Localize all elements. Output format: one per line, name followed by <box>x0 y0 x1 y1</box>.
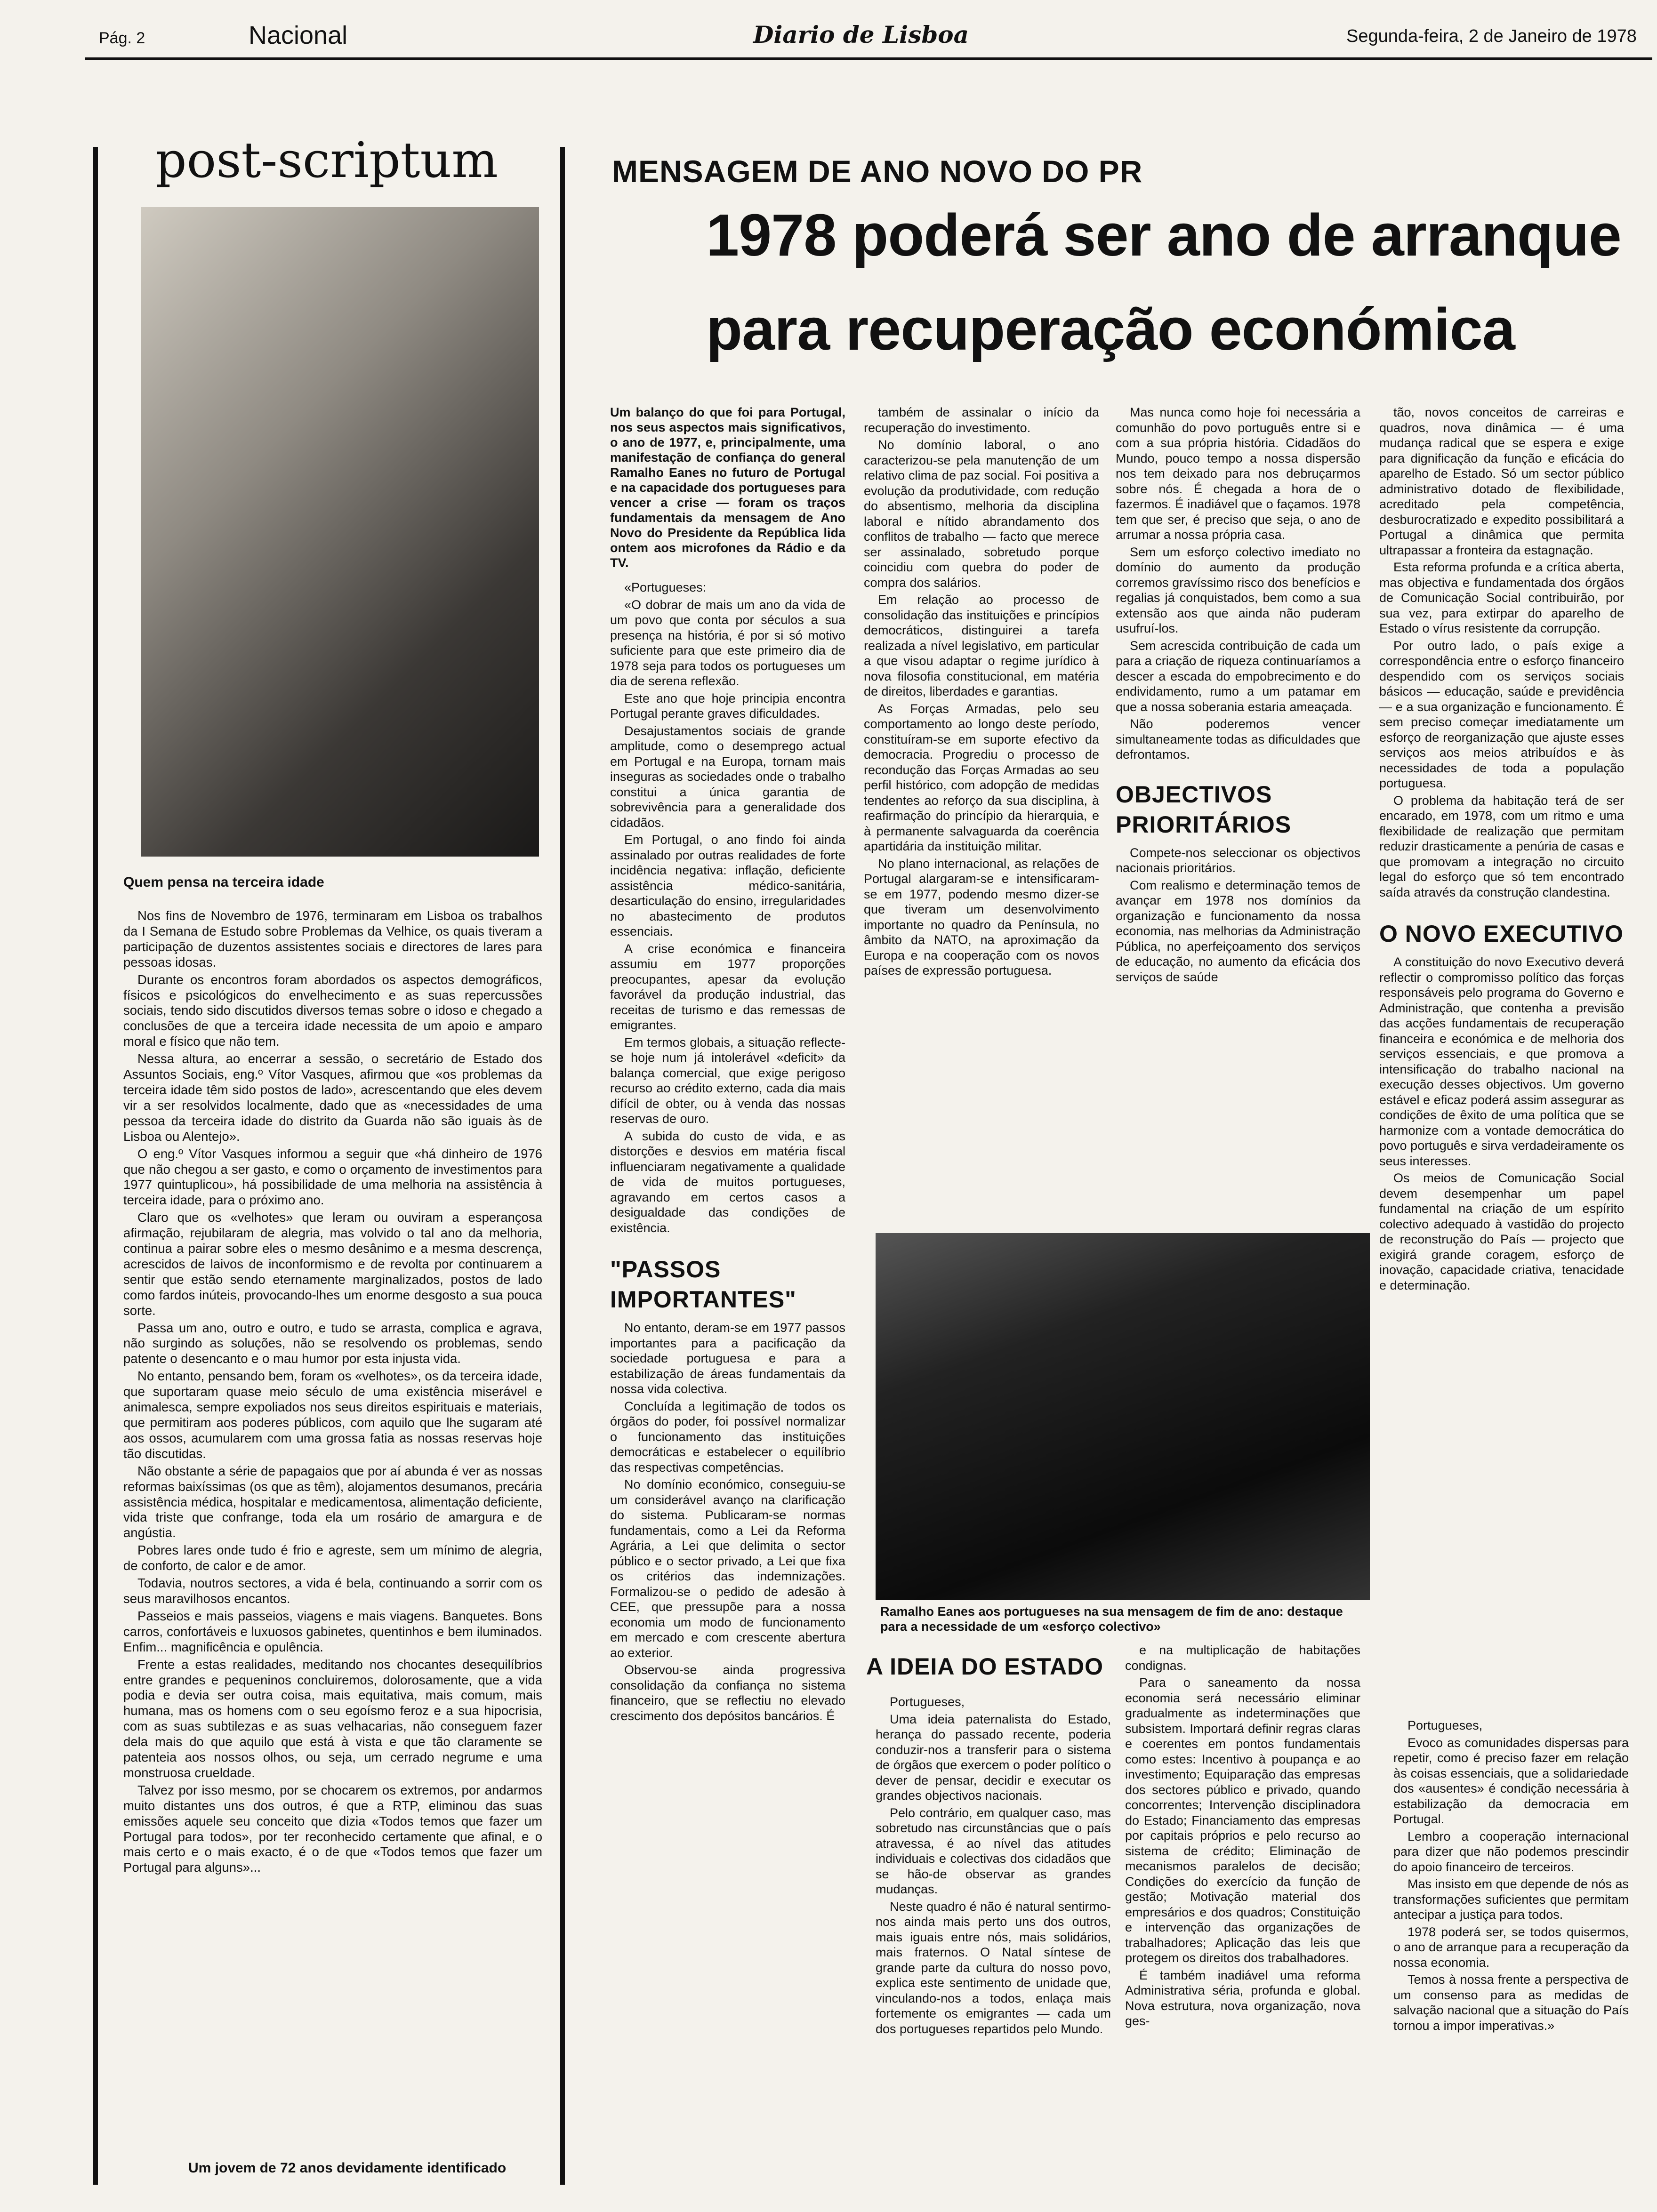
paragraph: No plano internacional, as relações de Portugal alargaram-se e intensificaram-se em 1977, podendo mesmo dizer-se que tiveram um desenvolvimento importante no quadro da Península, no âmbito da NATO, na aproximação da Europa e na cooperação com os novos países de expressão portuguesa. <box>864 856 1099 978</box>
paragraph: Mas nunca como hoje foi necessária a comunhão do povo português entre si e com a sua própria história. Cidadãos do Mundo, pouco tempo a nossa dispersão nos tem deixado para nos debruçarmos sobre nós. É chegada a hora de o fazermos. É inadiável que o façamos. 1978 tem que ser, é preciso que seja, o ano de arrumar a nossa própria casa. <box>1116 405 1360 542</box>
paragraph: Desajustamentos sociais de grande amplitude, como o desemprego actual em Portugal e na Europa, tornam mais inseguras as sociedades onde o trabalho constitui a única garantia de sobrevivência para a generalidade dos cidadãos. <box>610 723 845 830</box>
header-rule <box>85 57 1652 60</box>
estado-column-3 <box>1393 1718 1629 2035</box>
subhead-passos-importantes: "PASSOS IMPORTANTES" <box>610 1256 796 1313</box>
paragraph: Este ano que hoje principia encontra Portugal perante graves dificuldades. <box>610 691 845 721</box>
paragraph: Não poderemos vencer simultaneamente todas as dificuldades que defrontamos. <box>1116 717 1360 761</box>
subhead-objectivos: OBJECTIVOS PRIORITÁRIOS <box>1116 781 1292 838</box>
issue-date: Segunda-feira, 2 de Janeiro de 1978 <box>1346 26 1637 46</box>
paragraph: Esta reforma profunda e a crítica aberta, mas objectiva e fundamentada dos órgãos de Comunicação Social contribuirão, por sua vez, para extirpar do aparelho de Estado o vírus resistente da corrupção. <box>1379 560 1624 635</box>
column-3-text <box>1116 405 1360 762</box>
paragraph: Sem acrescida contribuição de cada um para a criação de riqueza continuaríamos a descer a escada do empobrecimento e do endividamento, rumo a um patamar em que a nossa soberania estaria ameaçada. <box>1116 638 1360 714</box>
subhead-ideia-estado: A IDEIA DO ESTADO <box>866 1653 1104 1680</box>
paragraph: Uma ideia paternalista do Estado, herança do passado recente, poderia conduzir-nos a transferir para o sistema de órgãos que exercem o poder político o dever de pensar, decidir e executar os grandes objectivos nacionais. <box>876 1712 1111 1803</box>
paragraph: Neste quadro é não é natural sentirmo-nos ainda mais perto uns dos outros, mais iguais entre nós, mais solidários, mais fraternos. O Natal síntese de grande parte da cultura do nosso povo, explica este sentimento de unidade que, vinculando-nos a todos, enlaça mais fortemente os emigrantes — cada um dos portugueses repartidos pelo Mundo. <box>876 1899 1111 2036</box>
article-kicker: MENSAGEM DE ANO NOVO DO PR <box>612 154 1143 189</box>
paragraph: Frente a estas realidades, meditando nos chocantes desequilíbrios entre grandes e pequeninos concluiremos, dolorosamente, que a vida podia e devia ser outra coisa, mais equitativa, mais comum, mais humana, mas os homens com o seu egoísmo feroz e a sua hipocrisia, com as suas subtilezas e as suas velhacarias, não conseguem fazer dela mais do que aquilo que está à vista e que tão claramente se patenteia aos nossos olhos, ou seja, um cerrado negrume e uma monstruosa crueldade. <box>123 1657 542 1780</box>
paragraph: também de assinalar o início da recuperação do investimento. <box>864 405 1099 435</box>
paragraph: «O dobrar de mais um ano da vida de um povo que conta por séculos a sua presença na história, é por si só motivo suficiente para que este primeiro dia de 1978 seja para todos os portugueses um dia de serena reflexão. <box>610 597 845 688</box>
main-column-1 <box>610 405 845 1725</box>
paragraph: A crise económica e financeira assumiu em 1977 proporções preocupantes, apesar da evolução favorável da produção industrial, das receitas de turismo e das remessas de emigrantes. <box>610 941 845 1032</box>
column-4-text <box>1379 405 1624 900</box>
headline-line-1: 1978 poderá ser ano de arranque <box>706 202 1621 268</box>
paragraph: Mas insisto em que depende de nós as transformações suficientes que permitam antecipar a justiça para todos. <box>1393 1877 1629 1922</box>
paragraph: Pelo contrário, em qualquer caso, mas sobretudo nas circunstâncias que o país atravessa, é ao nível das atitudes individuais e colectivas dos cidadãos que se hão-de observar as grandes mudanças. <box>876 1805 1111 1896</box>
paragraph: Nos fins de Novembro de 1976, terminaram em Lisboa os trabalhos da I Semana de Estudo sobre Problemas da Velhice, os quais tiveram a participação de duzentos assistentes sociais e directores de lares para pessoas idosas. <box>123 908 542 970</box>
paragraph: e na multiplicação de habitações condignas. <box>1125 1643 1360 1673</box>
newspaper-title: Diario de Lisboa <box>753 21 969 48</box>
subhead-novo-executivo: O NOVO EXECUTIVO <box>1379 921 1624 947</box>
paragraph: Portugueses, <box>1408 1718 1483 1732</box>
paragraph: Os meios de Comunicação Social devem desempenhar um papel fundamental na criação de um espírito colectivo adequado à vastidão do projecto de reconstrução do País — projecto que exigirá grande coragem, esforço de inovação, capacidade criativa, tenacidade e determinação. <box>1379 1171 1624 1292</box>
page-number: Pág. 2 <box>99 29 145 47</box>
paragraph: Passa um ano, outro e outro, e tudo se arrasta, complica e agrava, não surgindo as soluções, não se resolvendo os problemas, sendo patente o desencanto e o mau humor por esta injusta vida. <box>123 1320 542 1366</box>
left-column-rule <box>93 147 98 2185</box>
article-lead: Um balanço do que foi para Portugal, nos seus aspectos mais significativos, o ano de 1977, e, principalmente, uma manifestação de confiança do general Ramalho Eanes no futuro de Portugal e na capacidade dos portugueses para vencer a crise — foram os traços fundamentais da mensagem de Ano Novo do Presidente da República lida ontem aos microfones da Rádio e da TV. <box>610 405 845 570</box>
paragraph: É também inadiável uma reforma Administrativa séria, profunda e global. Nova estrutura, nova organização, nova ges- <box>1125 1968 1360 2028</box>
paragraph: tão, novos conceitos de carreiras e quadros, nova dinâmica — é uma mudança radical que se espera e exige para dignificação da função e eficácia do aparelho de Estado. Só um sector público administrativo dotado de flexibilidade, acreditado pela competência, desburocratizado e expedito possibilitará a Portugal a dinâmica que permita ultrapassar a fronteira da estagnação. <box>1379 405 1624 557</box>
elderly-photo <box>141 207 539 857</box>
main-column-3 <box>1116 405 1360 986</box>
column-divider-rule <box>560 147 565 2185</box>
headline-line-2: para recuperação económica <box>706 296 1515 362</box>
paragraph: A constituição do novo Executivo deverá reflectir o compromisso político das forças responsáveis pelo programa do Governo e Administração, que contenha a previsão das acções fundamentais de recuperação financeira e económica e de melhoria dos serviços essenciais, e que promova a intensificação do trabalho nacional na execução desses objectivos. Um governo estável e eficaz poderá assim assegurar as condições de êxito de uma política que se harmonize com a vontade democrática do povo português e sirva verdadeiramente os seus interesses. <box>1379 955 1624 1168</box>
president-photo-caption: Ramalho Eanes aos portugueses na sua mensagem de fim de ano: destaque para a necessidade de um «esforço colectivo» <box>880 1604 1343 1634</box>
paragraph: As Forças Armadas, pelo seu comportamento ao longo deste período, constituíram-se em suporte efectivo da democracia. Progrediu o processo de recondução das Forças Armadas ao seu perfil histórico, com adopção de medidas tendentes ao reforço da sua disciplina, à reafirmação do princípio da hierarquia, e à permanente salvaguarda da coerência apartidária da instituição militar. <box>864 701 1099 853</box>
paragraph: 1978 poderá ser, se todos quisermos, o ano de arranque para a recuperação da nossa economia. <box>1393 1924 1629 1970</box>
column-1-text <box>610 580 845 1235</box>
paragraph: Compete-nos seleccionar os objectivos nacionais prioritários. <box>1116 845 1360 875</box>
paragraph: Em relação ao processo de consolidação das instituições e princípios democráticos, distinguirei a tarefa realizada a nível legislativo, em particular a que visou adaptar o regime jurídico à nova filosofia constitucional, em matéria de direitos, liberdades e garantias. <box>864 593 1099 698</box>
main-column-4 <box>1379 405 1624 1295</box>
paragraph: No entanto, pensando bem, foram os «velhotes», os da terceira idade, que suportaram quase meio século de uma existência miserável e animalesca, sempre expoliados nos seus direitos espirituais e materiais, que permitiram aos poderes públicos, com aquilo que lhe sugaram até aos ossos, acumularem com uma grossa fatia as nossas reservas hoje tão discutidas. <box>123 1369 542 1461</box>
paragraph: Em termos globais, a situação reflecte-se hoje num já intolerável «deficit» da balança comercial, que exige perigoso recurso ao crédito externo, cada dia mais difícil de obter, ou à venda das nossas reservas de ouro. <box>610 1035 845 1126</box>
paragraph: Em Portugal, o ano findo foi ainda assinalado por outras realidades de forte incidência negativa: inflação, deficiente assistência médico-sanitária, desarticulação do ensino, irregularidades no abastecimento de produtos essenciais. <box>610 833 845 938</box>
left-article-signature: Um jovem de 72 anos devidamente identificado <box>188 2160 507 2176</box>
section-name: Nacional <box>249 21 348 49</box>
paragraph: Todavia, noutros sectores, a vida é bela, continuando a sorrir com os seus maravilhosos encantos. <box>123 1576 542 1606</box>
paragraph: Portugueses, <box>890 1695 965 1709</box>
paragraph: Para o saneamento da nossa economia será necessário eliminar gradualmente as indeterminações que subsistem. Importará definir regras claras e coerentes em pontos fundamentais como estes: Incentivo à poupança e ao investimento; Equiparação das empresas dos sectores público e privado, quando concorrentes; Intervenção disciplinadora do Estado; Financiamento das empresas por capitais próprios e pelo recurso ao sistema de crédito; Eliminação de mecanismos paralelos de decisão; Condições do exercício da função de gestão; Motivação material dos empresários e dos quadros; Constituição e intervenção das organizações de trabalhadores; Aplicação das leis que protegem os direitos dos trabalhadores. <box>1125 1675 1360 1965</box>
main-column-2 <box>864 405 1099 980</box>
paragraph: Temos à nossa frente a perspectiva de um consenso para as medidas de salvação nacional que a situação do País tornou a impor imperativas.» <box>1393 1972 1629 2033</box>
objectivos-text <box>1116 845 1360 985</box>
paragraph: No domínio económico, conseguiu-se um considerável avanço na clarificação do sistema. Publicaram-se normas fundamentais, como a Lei da Reforma Agrária, a Lei que delimita o sector público e o sector privado, a Lei que fixa os critérios das indemnizações. Formalizou-se o pedido de adesão à CEE, que pressupõe para a nossa economia um modo de funcionamento em mercado e com crescente abertura ao exterior. <box>610 1477 845 1660</box>
paragraph: Passeios e mais passeios, viagens e mais viagens. Banquetes. Bons carros, confortáveis e luxuosos gabinetes, quentinhos e bem iluminados. Enfim... magnificência e opulência. <box>123 1608 542 1654</box>
left-article-body <box>123 908 542 1877</box>
paragraph: Pobres lares onde tudo é frio e agreste, sem um mínimo de alegria, de conforto, de calor e de amor. <box>123 1543 542 1573</box>
paragraph: Lembro a cooperação internacional para dizer que não podemos prescindir do apoio financeiro de terceiros. <box>1393 1829 1629 1874</box>
president-photo <box>876 1233 1370 1600</box>
paragraph: Evoco as comunidades dispersas para repetir, como é preciso fazer em relação às coisas essenciais, que a solidariedade dos «ausentes» é condição necessária à estabilização da democracia em Portugal. <box>1393 1735 1629 1826</box>
post-scriptum-title: post-scriptum <box>155 131 499 189</box>
paragraph: Não obstante a série de papagaios que por aí abunda é ver as nossas reformas baixíssimas (os que as têm), alojamentos desumanos, precária assistência médica, hospitalar e medicamentosa, alimentação deficiente, vida triste que confrange, toda ela um rosário de amargura e de angústia. <box>123 1463 542 1540</box>
executivo-text <box>1379 954 1624 1293</box>
paragraph: Talvez por isso mesmo, por se chocarem os extremos, por andarmos muito distantes uns dos outros, é que a RTP, eliminou das suas emissões aquele seu conceito que dizia «Todos temos que fazer um Portugal para todos», por ter reconhecido certamente que afinal, e o mais certo e o mais exacto, é o de que «Todos temos que fazer um Portugal para alguns»... <box>123 1782 542 1875</box>
estado-column-1 <box>876 1694 1111 2038</box>
paragraph: No entanto, deram-se em 1977 passos importantes para a pacificação da sociedade portuguesa e para a estabilização de áreas fundamentais da nossa vida colectiva. <box>610 1321 845 1396</box>
passos-text <box>610 1320 845 1723</box>
paragraph: No domínio laboral, o ano caracterizou-se pela manutenção de um relativo clima de paz social. Foi positiva a evolução da produtividade, com redução do absentismo, melhoria da disciplina laboral e nítido abrandamento dos conflitos de trabalho — facto que merece ser assinalado, sobretudo porque coincidiu com quebra do poder de compra dos salários. <box>864 438 1099 590</box>
paragraph: A subida do custo de vida, e as distorções e desvios em matéria fiscal influenciaram negativamente a qualidade de vida de muitos portugueses, agravando em certos casos a desigualdade das condições de existência. <box>610 1129 845 1235</box>
paragraph: Com realismo e determinação temos de avançar em 1978 nos domínios da organização e funcionamento da nossa economia, nas melhorias da Administração Pública, no aperfeiçoamento dos serviços de educação, no aumento da eficácia dos serviços de saúde <box>1116 878 1360 984</box>
paragraph: Concluída a legitimação de todos os órgãos do poder, foi possível normalizar o funcionamento das instituições democráticas e estabelecer o equilíbrio das respectivas competências. <box>610 1399 845 1475</box>
estado-column-2 <box>1125 1643 1360 2031</box>
paragraph: Nessa altura, ao encerrar a sessão, o secretário de Estado dos Assuntos Sociais, eng.º Vítor Vasques, afirmou que «os problemas da terceira idade têm sido postos de lado», acrescentando que eles devem vir a ser resolvidos localmente, dado que as «necessidades de uma pessoa da terceira idade do distrito da Guarda não são iguais às de Lisboa ou Alentejo». <box>123 1051 542 1144</box>
paragraph: «Portugueses: <box>624 580 707 594</box>
paragraph: Durante os encontros foram abordados os aspectos demográficos, físicos e psicológicos do envelhecimento e as suas repercussões sociais, tendo sido discutidos diversos temas sobre o idoso e chegado a conclusões de que a terceira idade necessita de um apoio e amparo moral e físico que não tem. <box>123 972 542 1049</box>
paragraph: Por outro lado, o país exige a correspondência entre o esforço financeiro despendido com os serviços sociais básicos — educação, saúde e previdência — e a sua organização e funcionamento. É sem preciso começar imediatamente um esforço de reorganização que ajuste esses serviços aos meios atribuídos e às necessidades de toda a população portuguesa. <box>1379 638 1624 790</box>
paragraph: Observou-se ainda progressiva consolidação da confiança no sistema financeiro, que se reflectiu no elevado crescimento dos depósitos bancários. É <box>610 1663 845 1723</box>
paragraph: O eng.º Vítor Vasques informou a seguir que «há dinheiro de 1976 que não chegou a ser gasto, e como o orçamento de investimentos para 1977 quintuplicou», há possibilidade de uma melhoria na assistência à terceira idade, para o próximo ano. <box>123 1146 542 1208</box>
paragraph: Sem um esforço colectivo imediato no domínio do aumento da produção corremos gravíssimo risco dos benefícios e regalias já conquistados, bem como a sua extensão aos que ainda não puderam usufruí-los. <box>1116 545 1360 635</box>
elderly-photo-caption: Quem pensa na terceira idade <box>123 874 324 890</box>
paragraph: Claro que os «velhotes» que leram ou ouviram a esperançosa afirmação, rejubilaram de alegria, mas volvido o tal ano da melhoria, continua a pairar sobre eles o mesmo desânimo e a mesma descrença, acrescidos de laivos de inconformismo e de revolta por continuarem a sentir que estão sendo eternamente marginalizados, postos de lado como fardos inúteis, provocando-lhes um enorme desgosto a sua pouca sorte. <box>123 1210 542 1318</box>
paragraph: O problema da habitação terá de ser encarado, em 1978, com um ritmo e uma flexibilidade de realização que permitam reduzir drasticamente a penúria de casas e que promovam a integração no circuito legal do esforço que só tem encontrado saída através da construção clandestina. <box>1379 793 1624 899</box>
